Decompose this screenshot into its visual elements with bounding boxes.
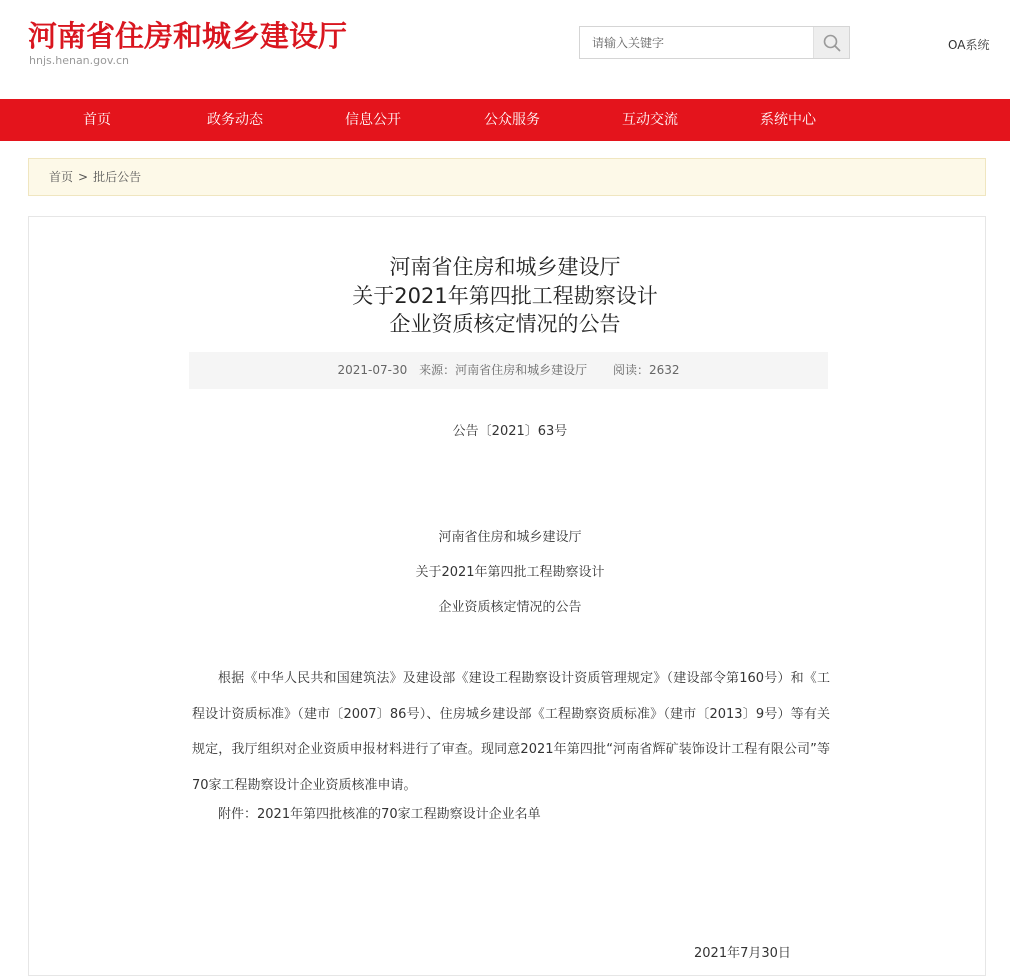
site-header bbox=[0, 0, 1010, 99]
search-input[interactable] bbox=[580, 27, 816, 58]
search-icon bbox=[823, 34, 841, 52]
article-date: 2021-07-30 bbox=[337, 363, 408, 377]
document-number: 公告〔2021〕63号 bbox=[452, 424, 568, 439]
nav-item-news[interactable]: 政务动态 bbox=[207, 112, 263, 128]
site-domain: hnjs.henan.gov.cn bbox=[29, 54, 130, 67]
breadcrumb-home-link[interactable]: 首页 bbox=[49, 170, 74, 184]
article-source: 来源：河南省住房和城乡建设厅 bbox=[419, 363, 588, 377]
search-button[interactable] bbox=[813, 27, 849, 58]
article-title bbox=[0, 253, 1010, 339]
oa-system-link[interactable]: OA系统 bbox=[948, 38, 990, 52]
breadcrumb-current-link[interactable]: 批后公告 bbox=[93, 170, 142, 184]
inner-title-line: 河南省住房和城乡建设厅 bbox=[438, 530, 582, 545]
article-title-line: 河南省住房和城乡建设厅 bbox=[389, 255, 621, 279]
attachment-link[interactable]: 附件：2021年第四批核准的70家工程勘察设计企业名单 bbox=[218, 807, 541, 822]
site-logo-title[interactable]: 河南省住房和城乡建设厅 bbox=[28, 19, 348, 53]
signature-date: 2021年7月30日 bbox=[694, 946, 791, 961]
nav-item-interaction[interactable]: 互动交流 bbox=[622, 112, 678, 128]
nav-item-info-disclosure[interactable]: 信息公开 bbox=[345, 112, 401, 128]
inner-title-line: 企业资质核定情况的公告 bbox=[438, 600, 582, 615]
search-box bbox=[579, 26, 850, 59]
article-meta bbox=[189, 352, 828, 389]
inner-title-line: 关于2021年第四批工程勘察设计 bbox=[415, 565, 605, 580]
article-read-count: 阅读：2632 bbox=[612, 363, 680, 377]
nav-item-system-center[interactable]: 系统中心 bbox=[760, 112, 816, 128]
article-title-line: 企业资质核定情况的公告 bbox=[389, 312, 621, 336]
article-body-paragraph: 根据《中华人民共和国建筑法》及建设部《建设工程勘察设计资质管理规定》（建设部令第160号）和《工程设计资质标准》（建市〔2007〕86号）、住房城乡建设部《工程勘察资质标准》（建市〔2013〕9号）等有关规定，我厅组织对企业资质申报材料进行了审查。现同意2021年第四批“河南省辉矿装饰设计工程有限公司”等70家工程勘察设计企业资质核准申请。 bbox=[192, 671, 830, 793]
main-nav bbox=[0, 99, 1010, 141]
breadcrumb-separator: > bbox=[78, 170, 89, 184]
nav-item-public-service[interactable]: 公众服务 bbox=[484, 112, 540, 128]
breadcrumb bbox=[28, 158, 986, 196]
nav-item-home[interactable]: 首页 bbox=[83, 112, 111, 128]
article-title-line: 关于2021年第四批工程勘察设计 bbox=[352, 283, 658, 308]
